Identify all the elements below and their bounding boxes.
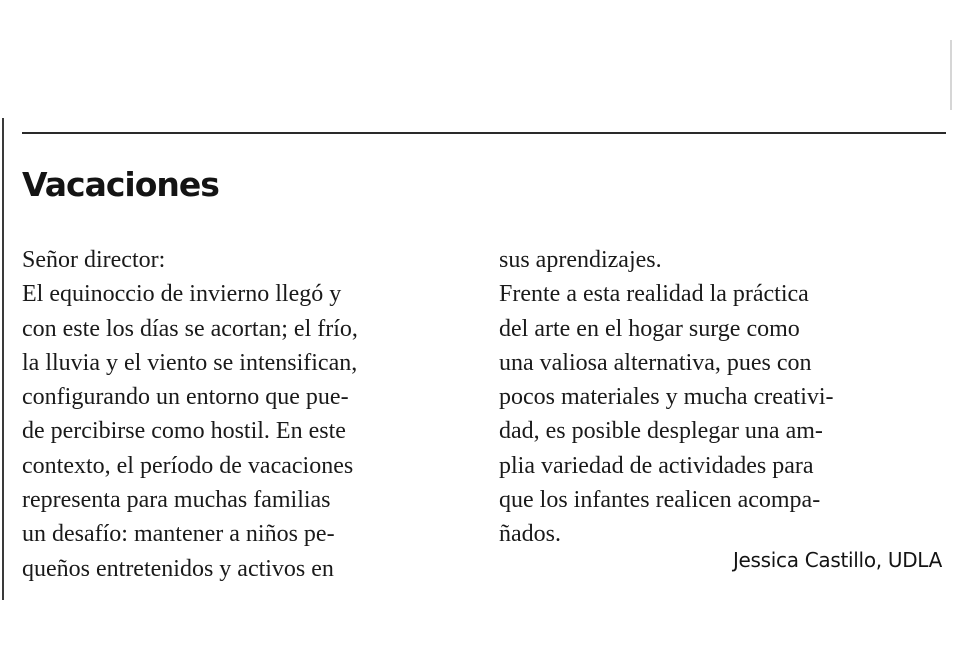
author-signature: Jessica Castillo, UDLA [732,548,942,572]
text-line: del arte en el hogar surge como [499,315,800,342]
scan-edge-mark [950,40,952,110]
text-line: queños entretenidos y activos en [22,555,334,582]
article-headline: Vacaciones [22,165,219,204]
text-line: Señor director: [22,247,166,273]
text-line: plia variedad de actividades para [499,452,814,479]
text-line: configurando un entorno que pue- [22,384,349,411]
right-text-column [499,243,834,552]
text-line: dad, es posible desplegar una am- [499,418,823,445]
text-line: un desafío: mantener a niños pe- [22,521,335,548]
left-text-column [22,243,358,586]
text-line: que los infantes realicen acompa- [499,487,821,514]
section-top-rule [22,132,946,134]
text-line: Frente a esta realidad la práctica [499,281,809,308]
text-line: contexto, el período de vacaciones [22,452,354,479]
text-line: de percibirse como hostil. En este [22,418,346,445]
text-line: pocos materiales y mucha creativi- [499,384,834,411]
text-line: representa para muchas familias [22,487,331,514]
text-line: una valiosa alternativa, pues con [499,349,812,376]
column-divider-rule [2,118,4,600]
text-line: con este los días se acortan; el frío, [22,315,358,342]
text-line: ñados. [499,521,561,548]
text-line: El equinoccio de invierno llegó y [22,281,342,308]
text-line: la lluvia y el viento se intensifican, [22,349,358,376]
text-line: sus aprendizajes. [499,247,662,273]
